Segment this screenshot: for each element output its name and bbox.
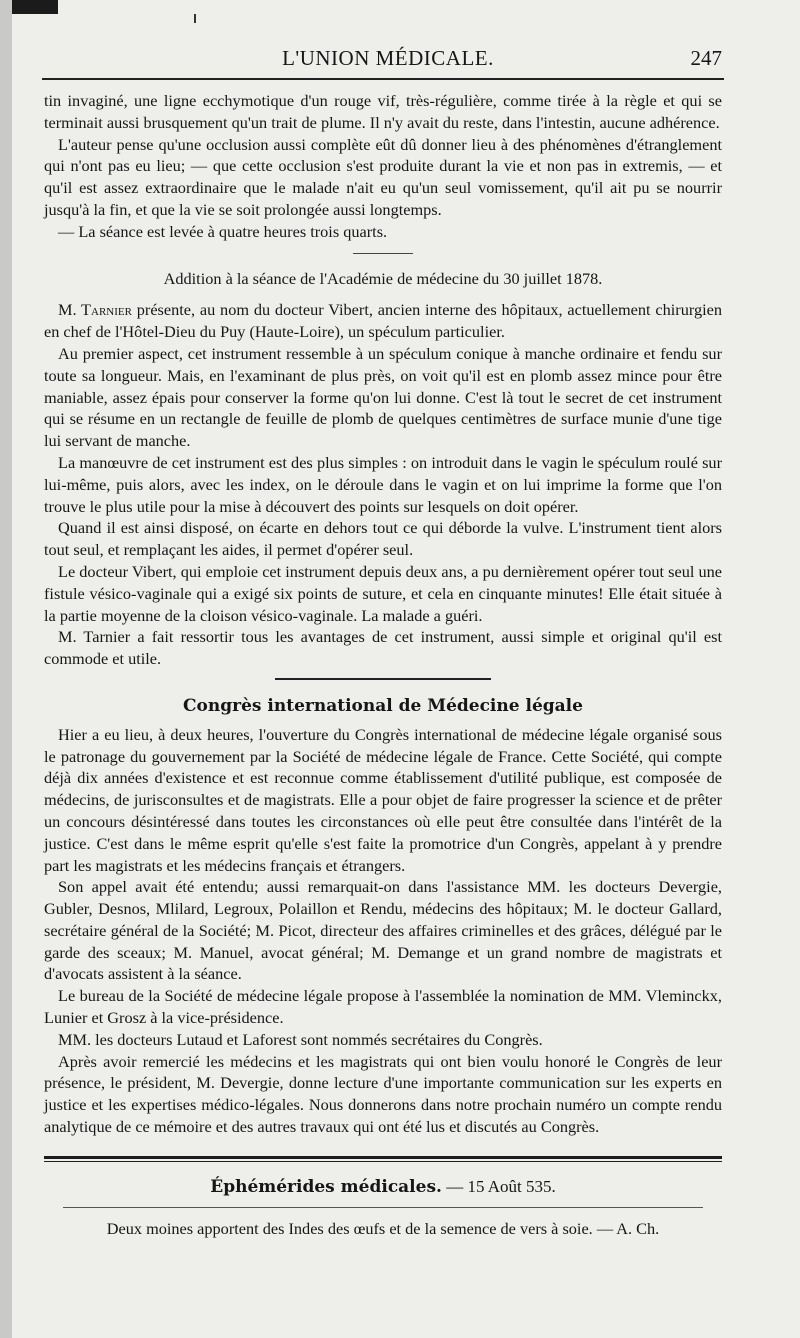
section-heading: Congrès international de Médecine légale xyxy=(183,695,583,716)
page-number: 247 xyxy=(690,46,722,70)
paragraph: tin invaginé, une ligne ecchymotique d'un rouge vif, très-régulière, comme tirée à la règle et qui se terminait aussi brusquement qu'un trait de plume. Il n'y avait du reste, dans l'intestin, aucune adhérence. xyxy=(44,91,722,132)
paragraph: Le docteur Vibert, qui emploie cet instrument depuis deux ans, a pu dernièrement opérer tout seul une fistule vésico-vaginale qui a exigé six points de suture, et cela en cinquante minutes! Elle était située à la partie moyenne de la cloison vésico-vaginale. La malade a guéri. xyxy=(44,561,722,625)
paragraph: Au premier aspect, cet instrument ressemble à un spéculum conique à manche ordinaire et fendu sur toute sa longueur. Mais, en l'examinant de plus près, on voit qu'il est en plomb assez mince pour être maniable, assez épais pour conserver la forme qu'on lui donne. C'est là tout le secret de cet instrument qui se résume en un rectangle de feuille de plomb de quelques centimètres de surface munie d'une tige lui servant de manche. xyxy=(44,343,722,451)
ephemerides-text: Deux moines apportent des Indes des œufs et de la semence de vers à soie. — A. Ch. xyxy=(106,1218,660,1238)
separator xyxy=(63,1207,703,1208)
paragraph: — La séance est levée à quatre heures trois quarts. xyxy=(58,221,388,241)
ephemerides-date: — 15 Août 535. xyxy=(446,1176,556,1196)
paragraph: MM. les docteurs Lutaud et Laforest sont nommés secrétaires du Congrès. xyxy=(58,1029,543,1049)
paragraph xyxy=(44,299,722,343)
page xyxy=(12,0,800,1338)
paragraph: La manœuvre de cet instrument est des plus simples : on introduit dans le vagin le spéculum roulé sur lui-même, puis alors, avec les index, on le déroule dans le vagin et on lui imprime la forme que l'on trouve le plus utile pour la mise à découvert des points sur lesquels on doit opérer. xyxy=(44,452,722,516)
ephemerides-title: Éphémérides médicales. xyxy=(210,1176,442,1197)
paragraph: Son appel avait été entendu; aussi remarquait-on dans l'assistance MM. les docteurs Devergie, Gubler, Desnos, Mlilard, Legroux, Polaillon et Rendu, médecins des hôpitaux; M. le docteur Gallard, secrétaire général de la Société; M. Picot, directeur des affaires criminelles et des grâces, délégué par le garde des sceaux; M. Manuel, avocat général; M. Demange et un grand nombre de magistrats et d'avocats assistent à la séance. xyxy=(44,877,722,984)
speaker-name: M. Tarnier xyxy=(58,300,132,320)
ink-mark xyxy=(194,14,196,23)
ink-blot xyxy=(12,0,58,14)
separator xyxy=(353,253,413,254)
paragraph: Le bureau de la Société de médecine légale propose à l'assemblée la nomination de MM. Vleminckx, Lunier et Grosz à la vice-présidence. xyxy=(44,986,722,1028)
paragraph-text: présente, au nom du docteur Vibert, ancien interne des hôpitaux, actuellement chirurgien en chef de l'Hôtel-Dieu du Puy (Haute-Loire), un spéculum particulier. xyxy=(44,300,722,342)
paragraph: Après avoir remercié les médecins et les magistrats qui ont bien voulu honoré le Congrès de leur présence, le président, M. Devergie, donne lecture d'une importante communication sur les experts en justice et les expertises médico-légales. Nous donnerons dans notre prochain numéro un compte rendu analytique de ce mémoire et des autres travaux qui ont été lus et discutés au Congrès. xyxy=(44,1051,722,1137)
paragraph: Quand il est ainsi disposé, on écarte en dehors tout ce qui déborde la vulve. L'instrument tient alors tout seul, et remplaçant les aides, il permet d'opérer seul. xyxy=(44,518,722,560)
double-rule xyxy=(44,1156,722,1162)
page-header xyxy=(54,46,722,76)
header-rule xyxy=(42,78,724,80)
ephemerides-heading xyxy=(44,1176,722,1199)
paragraph: M. Tarnier a fait ressortir tous les avantages de cet instrument, aussi simple et original qu'il est commode et utile. xyxy=(44,627,722,669)
paragraph: L'auteur pense qu'une occlusion aussi complète eût dû donner lieu à des phénomènes d'étranglement qui n'ont pas eu lieu; — que cette occlusion s'est produite durant la vie et non pas in extremis, — et qu'il est assez extraordinaire que le malade n'ait eu qu'un seul vomissement, qu'il ait pu se nourrir jusqu'à la fin, et que la vie se soit prolongée aussi longtemps. xyxy=(44,134,722,219)
section-title: Addition à la séance de l'Académie de médecine du 30 juillet 1878. xyxy=(163,268,603,288)
section-rule xyxy=(275,678,491,680)
running-title: L'UNION MÉDICALE. xyxy=(282,46,494,70)
page-body xyxy=(44,90,722,1239)
paragraph: Hier a eu lieu, à deux heures, l'ouverture du Congrès international de médecine légale organisé sous le patronage du gouvernement par la Société de médecine légale de France. Cette Société, qui compte déjà dix années d'existence et est reconnue comme établissement d'utilité publique, est composée de médecins, de jurisconsultes et de magistrats. Elle a pour objet de faire progresser la science et de prêter un concours désintéressé dans toutes les circonstances où elle peut être consultée dans l'intérêt de la justice. C'est dans le même esprit qu'elle s'est faite la promotrice d'un Congrès, appelant à y prendre part les magistrats et les médecins français et étrangers. xyxy=(44,724,722,875)
